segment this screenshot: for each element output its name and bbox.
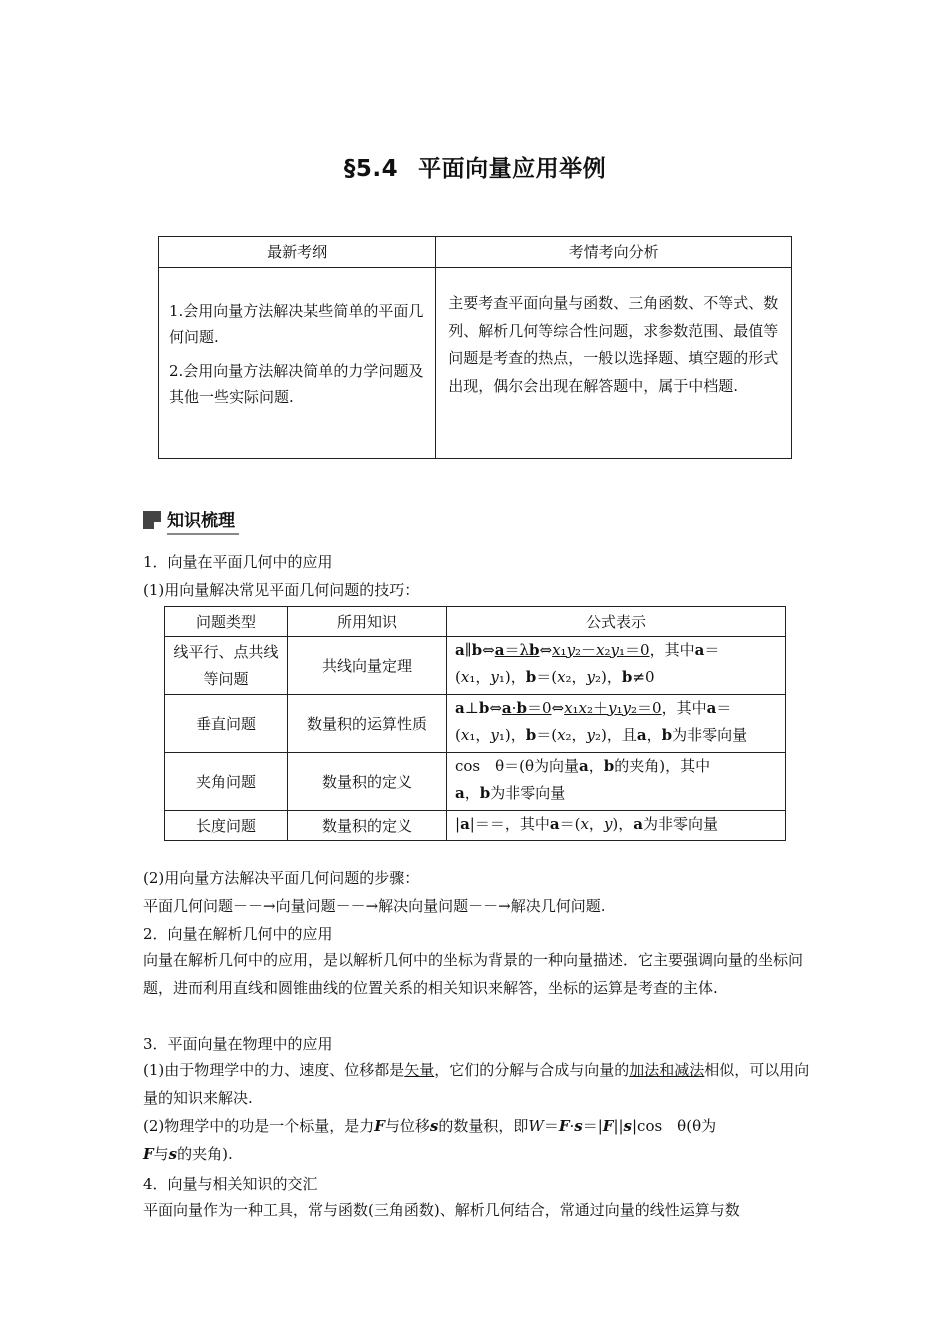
subheading-1-2: (2)用向量方法解决平面几何问题的步骤： bbox=[143, 869, 420, 887]
section-square-icon bbox=[143, 511, 161, 529]
underlined-add-sub: 加法和减法 bbox=[629, 1061, 705, 1079]
row-type: 垂直问题 bbox=[165, 695, 288, 753]
paragraph-2: 向量在解析几何中的应用，是以解析几何中的坐标为背景的一种向量描述．它主要强调向量的坐标问题，进而利用直线和圆锥曲线的位置关系的相关知识来解答，坐标的运算是考查的主体. bbox=[143, 951, 804, 997]
page-title bbox=[0, 150, 950, 183]
underlined-vector: 矢量 bbox=[404, 1061, 435, 1079]
techniques-table bbox=[164, 606, 786, 841]
table-row bbox=[165, 695, 786, 753]
table-row bbox=[165, 637, 786, 695]
paragraph-3-1 bbox=[143, 1056, 813, 1112]
heading-1: 1．向量在平面几何中的应用 bbox=[143, 553, 333, 571]
heading-3: 3．平面向量在物理中的应用 bbox=[143, 1035, 333, 1053]
syllabus-item-1: 1.会用向量方法解决某些简单的平面几何问题. bbox=[169, 302, 424, 346]
paragraph-3-2: (2)物理学中的功是一个标量，是力F与位移s的数量积，即W＝F·s＝|F||s|cos θ(θ为 F与s的夹角). bbox=[143, 1117, 717, 1163]
row-formula: a∥b⇔a＝λb⇔x₁y₂－x₂y₁＝0，其中a＝ (x₁，y₁)，b＝(x₂，y₂)，b≠0 bbox=[447, 637, 786, 695]
syllabus-item-2: 2.会用向量方法解决简单的力学问题及其他一些实际问题. bbox=[169, 362, 424, 406]
outline-table bbox=[158, 236, 792, 459]
row-knowledge: 共线向量定理 bbox=[288, 637, 447, 695]
row-type: 长度问题 bbox=[165, 811, 288, 841]
p31-text-b: ，它们的分解与合成与向量的 bbox=[434, 1061, 630, 1079]
outline-header-syllabus: 最新考纲 bbox=[159, 237, 436, 268]
table-row bbox=[165, 811, 786, 841]
table-row bbox=[165, 753, 786, 811]
section-heading bbox=[143, 506, 239, 534]
row-type: 线平行、点共线等问题 bbox=[165, 637, 288, 695]
title-text: 平面向量应用举例 bbox=[418, 156, 607, 182]
col-header-knowledge: 所用知识 bbox=[288, 607, 447, 637]
outline-syllabus-cell bbox=[159, 268, 436, 459]
row-knowledge: 数量积的定义 bbox=[288, 811, 447, 841]
row-formula: a⊥b⇔a·b＝0⇔x₁x₂＋y₁y₂＝0，其中a＝ (x₁，y₁)，b＝(x₂，y₂)，且a，b为非零向量 bbox=[447, 695, 786, 753]
row-formula: cos θ＝(θ为向量a，b的夹角)，其中 a，b为非零向量 bbox=[447, 753, 786, 811]
steps-line: 平面几何问题－－→向量问题－－→解决向量问题－－→解决几何问题. bbox=[143, 897, 606, 915]
heading-4: 4．向量与相关知识的交汇 bbox=[143, 1175, 318, 1193]
col-header-type: 问题类型 bbox=[165, 607, 288, 637]
section-heading-text: 知识梳理 bbox=[167, 506, 239, 535]
row-knowledge: 数量积的定义 bbox=[288, 753, 447, 811]
heading-2: 2．向量在解析几何中的应用 bbox=[143, 925, 333, 943]
outline-analysis-cell: 主要考查平面向量与函数、三角函数、不等式、数列、解析几何等综合性问题，求参数范围、最值等问题是考查的热点，一般以选择题、填空题的形式出现，偶尔会出现在解答题中，属于中档题. bbox=[436, 268, 792, 459]
subheading-1-1: (1)用向量解决常见平面几何问题的技巧： bbox=[143, 581, 420, 599]
p31-text-c: 相似，可以用向量的知识来解决. bbox=[143, 1061, 810, 1107]
row-formula: |a|＝＝，其中a＝(x，y)，a为非零向量 bbox=[447, 811, 786, 841]
col-header-formula: 公式表示 bbox=[447, 607, 786, 637]
section-number: §5.4 bbox=[343, 156, 399, 182]
paragraph-4: 平面向量作为一种工具，常与函数(三角函数)、解析几何结合，常通过向量的线性运算与数 bbox=[143, 1201, 740, 1219]
outline-header-analysis: 考情考向分析 bbox=[436, 237, 792, 268]
row-type: 夹角问题 bbox=[165, 753, 288, 811]
row-knowledge: 数量积的运算性质 bbox=[288, 695, 447, 753]
p31-text-a: (1)由于物理学中的力、速度、位移都是 bbox=[143, 1061, 405, 1079]
